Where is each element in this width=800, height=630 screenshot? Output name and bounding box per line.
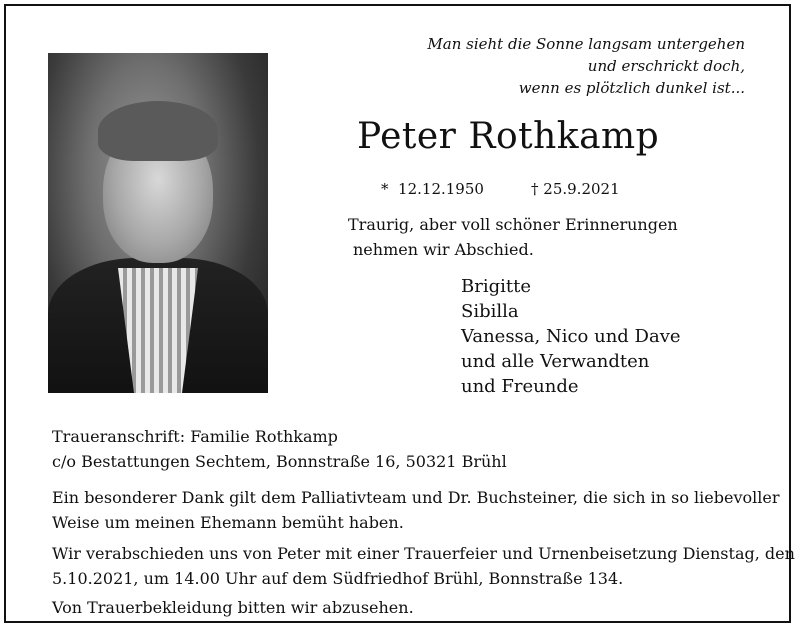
- birth-date: [381, 180, 484, 198]
- birth-date-value: 12.12.1950: [398, 180, 484, 198]
- grief-line: Traurig, aber voll schöner Erinnerungen: [348, 215, 678, 234]
- death-date-value: 25.9.2021: [543, 180, 620, 198]
- deceased-name: Peter Rothkamp: [357, 116, 660, 157]
- ceremony-line: Wir verabschieden uns von Peter mit einer Trauerfeier und Urnenbeisetzung Dienstag, den: [52, 544, 795, 563]
- portrait-photo: [48, 53, 268, 393]
- mourner: Brigitte: [461, 276, 531, 297]
- death-symbol: †: [531, 180, 539, 198]
- address-line: Traueranschrift: Familie Rothkamp: [52, 427, 338, 446]
- grief-statement: [348, 212, 678, 262]
- ceremony-line: 5.10.2021, um 14.00 Uhr auf dem Südfriedhof Brühl, Bonnstraße 134.: [52, 569, 624, 588]
- closing-note: Von Trauerbekleidung bitten wir abzusehen.: [52, 598, 414, 617]
- mourner: und alle Verwandten: [461, 351, 650, 372]
- poem: [427, 33, 745, 99]
- address-line: c/o Bestattungen Sechtem, Bonnstraße 16, 50321 Brühl: [52, 452, 507, 471]
- poem-line: wenn es plötzlich dunkel ist...: [518, 79, 745, 97]
- death-date: [531, 180, 620, 198]
- grief-line: nehmen wir Abschied.: [353, 240, 534, 259]
- thanks-line: Ein besonderer Dank gilt dem Palliativteam und Dr. Buchsteiner, die sich in so liebevoller: [52, 488, 780, 507]
- thanks-paragraph: [52, 485, 780, 535]
- mourner: und Freunde: [461, 376, 579, 397]
- mourner: Sibilla: [461, 301, 519, 322]
- ceremony-paragraph: [52, 541, 795, 591]
- mourners-list: [461, 274, 681, 399]
- photo-hair-shape: [98, 101, 218, 161]
- mourning-address: [52, 424, 507, 474]
- birth-symbol: *: [381, 180, 389, 198]
- poem-line: Man sieht die Sonne langsam untergehen: [427, 35, 745, 53]
- obituary-notice: [4, 4, 795, 623]
- thanks-line: Weise um meinen Ehemann bemüht haben.: [52, 513, 404, 532]
- poem-line: und erschrickt doch,: [587, 57, 745, 75]
- mourner: Vanessa, Nico und Dave: [461, 326, 681, 347]
